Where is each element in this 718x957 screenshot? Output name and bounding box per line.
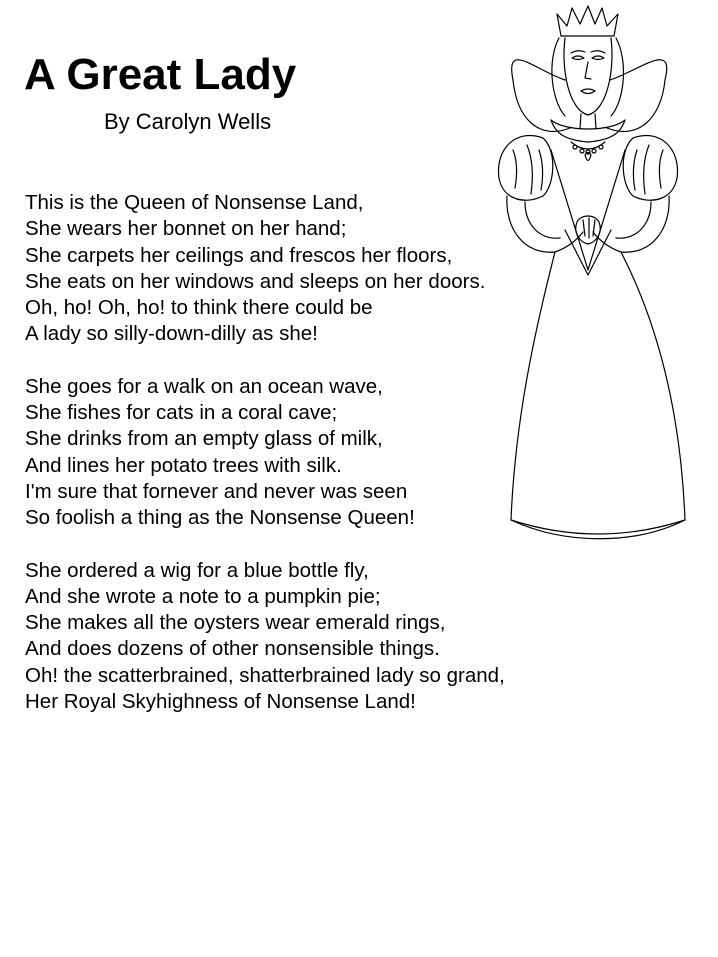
queen-eye [592,56,604,60]
necklace-bead [592,149,596,153]
poem-line: She ordered a wig for a blue bottle fly, [25,558,369,582]
poem-line: Oh, ho! Oh, ho! to think there could be [25,296,373,320]
poem-line: And does dozens of other nonsensible things. [25,637,440,661]
sleeve-slash [513,150,517,188]
poem-line: She eats on her windows and sleeps on her doors. [25,269,486,293]
poem-line: And lines her potato trees with silk. [25,453,342,477]
queen-sleeve [498,136,552,201]
queen-nose [585,62,591,79]
queen-bodice [551,150,625,270]
queen-skirt-hem [511,520,685,534]
queen-illustration [485,0,710,545]
queen-face [564,38,612,115]
sleeve-slash [539,150,543,190]
sleeve-slash [633,150,637,190]
queen-eye [572,56,584,60]
queen-arm [616,202,651,238]
poem-line: This is the Queen of Nonsense Land, [25,191,364,214]
queen-sleeve [623,136,677,201]
poem-line: She carpets her ceilings and frescos her floors, [25,243,453,267]
queen-fingers [583,218,595,238]
poem-author: By Carolyn Wells [104,109,272,134]
sleeve-slash [659,150,663,188]
queen-mouth [581,89,595,94]
stanza-2 [25,374,545,532]
queen-arm [593,196,669,252]
queen-skirt [511,252,685,539]
queen-hands [576,216,601,244]
poem-title: A Great Lady [24,50,297,99]
poem-line: So foolish a thing as the Nonsense Queen! [25,506,415,530]
queen-arm [507,196,583,252]
poem-line: And she wrote a note to a pumpkin pie; [25,584,381,608]
necklace-bead [580,149,584,153]
poem-line: She drinks from an empty glass of milk, [25,427,383,451]
poem-line: She makes all the oysters wear emerald rings, [25,611,446,635]
poem-line: A lady so silly-down-dilly as she! [25,322,318,346]
queen-collar [512,60,570,132]
sleeve-slash [527,145,532,194]
sleeve-slash [644,145,649,194]
stanza-3 [25,558,545,716]
queen-brow [571,51,585,53]
poem-line: She fishes for cats in a coral cave; [25,401,338,425]
crown-icon [557,6,618,36]
stanza-1 [25,190,545,348]
poem-line: Oh! the scatterbrained, shatterbrained lady so grand, [25,663,505,687]
queen-arm [525,202,560,238]
queen-brow [591,51,605,53]
poem-line: Her Royal Skyhighness of Nonsense Land! [25,690,416,714]
poem-line: I'm sure that fornever and never was seen [25,479,408,503]
queen-collar [607,60,667,132]
poem-line: She wears her bonnet on her hand; [25,217,347,241]
poem-line: She goes for a walk on an ocean wave, [25,374,383,398]
queen-neck [580,114,596,128]
poem-body [25,190,545,741]
